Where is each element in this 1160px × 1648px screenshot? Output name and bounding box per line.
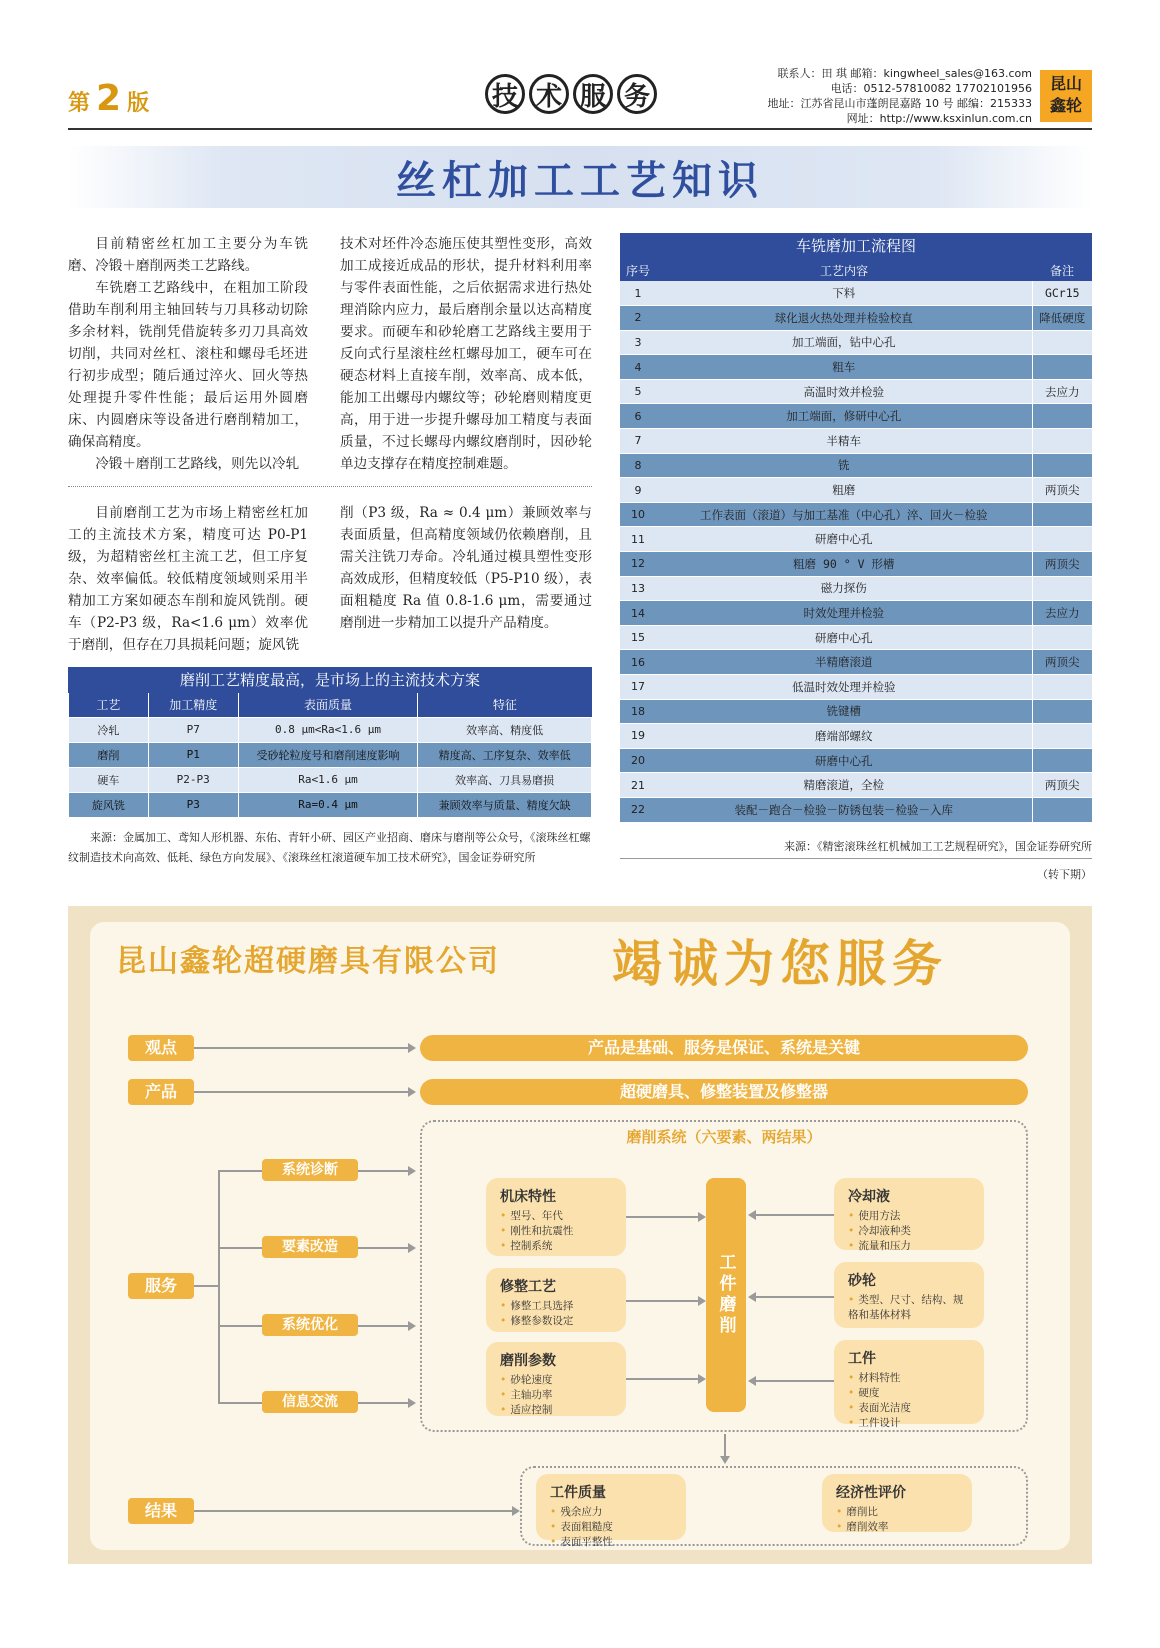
table-row [620, 773, 1092, 798]
article-column-4 [340, 502, 592, 634]
connector-line [358, 1325, 408, 1327]
table-title: 磨削工艺精度最高，是市场上的主流技术方案 [68, 667, 592, 693]
table-cell: 铣键槽 [656, 699, 1032, 724]
result-tag: 结果 [128, 1498, 194, 1524]
table-row [69, 742, 592, 767]
logo-line: 鑫轮 [1049, 96, 1082, 115]
connector-line [218, 1402, 262, 1404]
table-cell: 精度高、工序复杂、效率低 [418, 742, 592, 767]
table-cell [1032, 527, 1092, 552]
card-item: • 工件设计 [848, 1416, 970, 1431]
table-row [620, 527, 1092, 552]
table-cell: 两顶尖 [1032, 552, 1092, 577]
table-cell: 工作表面（滚道）与加工基准（中心孔）淬、回火－检验 [656, 502, 1032, 527]
connector-line [194, 1285, 218, 1287]
table-cell: 14 [620, 601, 656, 626]
table-cell: 粗磨 [656, 478, 1032, 503]
arrow-icon [408, 1166, 416, 1176]
viewpoint-bar: 产品是基础、服务是保证、系统是关键 [420, 1035, 1028, 1061]
table-cell: 两顶尖 [1032, 650, 1092, 675]
table-cell: 研磨中心孔 [656, 748, 1032, 773]
table-cell: P1 [148, 742, 238, 767]
table-cell: 降低硬度 [1032, 306, 1092, 331]
table-cell: 两顶尖 [1032, 478, 1092, 503]
table-cell [1032, 625, 1092, 650]
card-title: 工件 [848, 1351, 876, 1367]
result-card [822, 1474, 972, 1532]
logo-line: 昆山 [1049, 74, 1082, 93]
table-header: 序号 [620, 259, 656, 281]
table-cell: 半精车 [656, 429, 1032, 454]
connector-line [218, 1247, 262, 1249]
service-tag: 服务 [128, 1273, 194, 1299]
viewpoint-tag: 观点 [128, 1035, 194, 1061]
card-item: • 修整工具选择 [500, 1299, 612, 1314]
table-cell: 效率高、刀具易磨损 [418, 767, 592, 792]
header-divider [68, 128, 1092, 130]
table-cell: 半精磨滚道 [656, 650, 1032, 675]
table-cell: 5 [620, 379, 656, 404]
table-cell: 9 [620, 478, 656, 503]
connector-line [756, 1380, 834, 1382]
arrow-icon [748, 1210, 756, 1220]
factor-card [834, 1262, 984, 1328]
connector-line [194, 1510, 512, 1512]
table-row [620, 675, 1092, 700]
factor-card [486, 1268, 626, 1332]
service-item: 要素改造 [262, 1236, 358, 1258]
table-row [620, 478, 1092, 503]
company-name: 昆山鑫轮超硬磨具有限公司 [116, 944, 500, 979]
contact-info [702, 66, 1032, 126]
paragraph: 车铣磨工艺路线中，在粗加工阶段借助车削利用主轴回转与刀具移动切除多余材料，铣削凭借旋转多刃刀具高效切削，共同对丝杠、滚柱和螺母毛坯进行初步成型；随后通过淬火、回火等热处理提升零件性能；最后运用外圆磨床、内圆磨床等设备进行磨削精加工，确保高精度。 [68, 280, 308, 450]
table-cell: 粗磨 90 ° V 形槽 [656, 552, 1032, 577]
card-item: • 表面粗糙度 [550, 1520, 672, 1535]
table-row [69, 767, 592, 792]
article-column-3 [68, 502, 308, 656]
table-cell: 时效处理并检验 [656, 601, 1032, 626]
table-row [620, 576, 1092, 601]
table-cell: 精磨滚道，全检 [656, 773, 1032, 798]
table-source-note: 来源：金属加工、鸢知人形机器、东佑、青轩小研、园区产业招商、磨床与磨削等公众号，《滚珠丝杠螺纹制造技术向高效、低耗、绿色方向发展》、《滚珠丝杠滚道硬车加工技术研究》，国金证券研究所 [68, 831, 591, 864]
table-row [620, 650, 1092, 675]
brand-logo [1040, 70, 1092, 122]
contact-line: 地址：江苏省昆山市蓬朗昆嘉路 10 号 邮编：215333 [767, 97, 1032, 110]
ad-slogan: 竭诚为您服务 [612, 934, 948, 993]
table-row [620, 429, 1092, 454]
table-cell: 4 [620, 355, 656, 380]
connector-line [756, 1296, 834, 1298]
arrow-icon [408, 1398, 416, 1408]
arrow-icon [408, 1087, 416, 1097]
table-cell: P2-P3 [148, 767, 238, 792]
arrow-icon [698, 1296, 706, 1306]
arrow-icon [720, 1456, 730, 1464]
card-item: • 表面光洁度 [848, 1401, 970, 1416]
connector-line [194, 1047, 408, 1049]
table-cell: 两顶尖 [1032, 773, 1092, 798]
table-cell: 硬车 [69, 767, 149, 792]
table-cell: 磨端部螺纹 [656, 724, 1032, 749]
result-card [536, 1474, 686, 1548]
table-row [620, 379, 1092, 404]
table-cell: P7 [148, 717, 238, 742]
card-title: 磨削参数 [500, 1353, 556, 1369]
edition-suffix: 版 [127, 91, 150, 116]
connector-line [626, 1216, 698, 1218]
contact-line: 网址：http://www.ksxinlun.com.cn [846, 112, 1032, 125]
table-cell: 18 [620, 699, 656, 724]
paragraph: 目前磨削工艺为市场上精密丝杠加工的主流技术方案，精度可达 P0-P1 级，为超精密丝杠主流工艺，但工序复杂、效率偏低。较低精度领域则采用半精加工方案如硬态车削和旋风铣削。硬车（P2-P3 级，Ra<1.6 μm）效率优于磨削，但存在刀具损耗问题；旋风铣 [68, 505, 308, 653]
service-item: 系统优化 [262, 1314, 358, 1336]
edition-prefix: 第 [68, 91, 91, 116]
table-cell: 磨削 [69, 742, 149, 767]
article-title-banner [68, 146, 1092, 208]
paragraph: 削（P3 级，Ra ≈ 0.4 μm）兼顾效率与表面质量，但高精度领域仍依赖磨削，且需关注铣刀寿命。冷轧通过模具塑性变形高效成形，但精度较低（P5-P10 级），表面粗糙度 Ra 值 0.8-1.6 μm，需要通过磨削进一步精加工以提升产品精度。 [340, 505, 592, 631]
table-cell: 12 [620, 552, 656, 577]
card-title: 砂轮 [848, 1273, 876, 1289]
connector-line [626, 1378, 698, 1380]
table-header: 备注 [1032, 259, 1092, 281]
connector-line [218, 1325, 262, 1327]
table-cell: GCr15 [1032, 281, 1092, 306]
table-header: 加工精度 [148, 693, 238, 717]
table-header: 工艺 [69, 693, 149, 717]
arrow-icon [698, 1212, 706, 1222]
table-cell: 球化退火热处理并检验校直 [656, 306, 1032, 331]
card-item: • 砂轮速度 [500, 1373, 612, 1388]
table-cell: 21 [620, 773, 656, 798]
table-row [69, 792, 592, 817]
table-cell [1032, 429, 1092, 454]
factor-card [486, 1342, 626, 1416]
service-item: 系统诊断 [262, 1159, 358, 1181]
table-row [620, 724, 1092, 749]
factor-card [834, 1178, 984, 1250]
connector-line [756, 1214, 834, 1216]
table-cell: 0.8 μm<Ra<1.6 μm [238, 717, 418, 742]
paragraph: 目前精密丝杠加工主要分为车铣磨、冷锻＋磨削两类工艺路线。 [68, 236, 308, 274]
card-item: • 残余应力 [550, 1505, 672, 1520]
card-title: 冷却液 [848, 1189, 890, 1205]
card-item: • 型号、年代 [500, 1209, 612, 1224]
table-cell: 低温时效处理并检验 [656, 675, 1032, 700]
table-cell: 20 [620, 748, 656, 773]
table-cell: 高温时效并检验 [656, 379, 1032, 404]
table-cell [1032, 675, 1092, 700]
table-cell: 兼顾效率与质量、精度欠缺 [418, 792, 592, 817]
arrow-icon [512, 1506, 520, 1516]
table-cell: 铣 [656, 453, 1032, 478]
connector-line [358, 1170, 408, 1172]
table-cell: 受砂轮粒度号和磨削速度影响 [238, 742, 418, 767]
table-header: 特征 [418, 693, 592, 717]
contact-line: 电话：0512-57810082 17702101956 [830, 82, 1032, 95]
table-row [620, 699, 1092, 724]
section-divider [68, 486, 592, 487]
table-cell: Ra=0.4 μm [238, 792, 418, 817]
arrow-icon [748, 1292, 756, 1302]
card-item: • 适应控制 [500, 1403, 612, 1418]
table-header: 工艺内容 [656, 259, 1032, 281]
table-cell [1032, 724, 1092, 749]
table-cell [1032, 330, 1092, 355]
table-cell: 10 [620, 502, 656, 527]
table-row [620, 502, 1092, 527]
table-row [620, 355, 1092, 380]
table-row [620, 797, 1092, 822]
table-cell: 6 [620, 404, 656, 429]
connector-line [626, 1300, 698, 1302]
card-item: • 磨削效率 [836, 1520, 958, 1535]
table-row [620, 601, 1092, 626]
table-row [620, 625, 1092, 650]
table-cell [1032, 404, 1092, 429]
table-cell [1032, 355, 1092, 380]
section-char: 术 [529, 74, 569, 114]
table-cell: 效率高、精度低 [418, 717, 592, 742]
factor-card [834, 1340, 984, 1429]
table-cell: 去应力 [1032, 601, 1092, 626]
card-item: • 控制系统 [500, 1239, 612, 1254]
connector-line [724, 1434, 726, 1456]
table-cell [1032, 748, 1092, 773]
product-bar: 超硬磨具、修整装置及修整器 [420, 1079, 1028, 1105]
arrow-icon [748, 1376, 756, 1386]
paragraph: 冷锻＋磨削工艺路线，则先以冷轧 [95, 456, 300, 472]
table-cell: 1 [620, 281, 656, 306]
table-cell: 19 [620, 724, 656, 749]
table-cell: 7 [620, 429, 656, 454]
edition-label [68, 78, 149, 119]
table-cell: 下料 [656, 281, 1032, 306]
table-row [620, 748, 1092, 773]
connector-line [358, 1402, 408, 1404]
system-title: 磨削系统（六要素、两结果） [626, 1128, 822, 1146]
card-item: • 使用方法 [848, 1209, 970, 1224]
process-flow-table [620, 233, 1092, 823]
table-cell: 11 [620, 527, 656, 552]
table-cell: 加工端面，修研中心孔 [656, 404, 1032, 429]
table-cell: 16 [620, 650, 656, 675]
card-item: • 修整参数设定 [500, 1314, 612, 1329]
section-title [485, 74, 657, 114]
table-row [620, 281, 1092, 306]
card-item: • 冷却液种类 [848, 1224, 970, 1239]
table-cell: Ra<1.6 μm [238, 767, 418, 792]
table-cell [1032, 699, 1092, 724]
table-cell [1032, 502, 1092, 527]
table-row [620, 552, 1092, 577]
card-item: • 类型、尺寸、结构、规格和基体材料 [848, 1293, 970, 1323]
table-cell: 8 [620, 453, 656, 478]
card-item: • 刚性和抗震性 [500, 1224, 612, 1239]
table-cell: 3 [620, 330, 656, 355]
product-tag: 产品 [128, 1079, 194, 1105]
table-cell: 研磨中心孔 [656, 527, 1032, 552]
table-cell: 2 [620, 306, 656, 331]
article-column-1 [68, 233, 308, 475]
table-cell: 22 [620, 797, 656, 822]
table-cell: 旋风铣 [69, 792, 149, 817]
arrow-icon [408, 1321, 416, 1331]
factor-card [486, 1178, 626, 1256]
table-cell: 装配－跑合－检验－防锈包装－检验－入库 [656, 797, 1032, 822]
table-cell: 冷轧 [69, 717, 149, 742]
table-row [620, 453, 1092, 478]
card-title: 经济性评价 [836, 1485, 906, 1501]
card-item: • 材料特性 [848, 1371, 970, 1386]
section-char: 技 [485, 74, 525, 114]
contact-line: 联系人：田 琪 邮箱：kingwheel_sales@163.com [777, 67, 1032, 80]
article-title: 丝杠加工工艺知识 [396, 156, 764, 204]
connector-line [218, 1170, 262, 1172]
connector-line [358, 1247, 408, 1249]
section-char: 务 [617, 74, 657, 114]
continued-note: （转下期） [1037, 868, 1092, 881]
table-row [620, 330, 1092, 355]
connector-line [194, 1091, 408, 1093]
card-item: • 硬度 [848, 1386, 970, 1401]
table-title: 车铣磨加工流程图 [620, 233, 1092, 259]
card-item: • 流量和压力 [848, 1239, 970, 1254]
table-cell: 磁力探伤 [656, 576, 1032, 601]
card-item: • 表面平整性 [550, 1535, 672, 1550]
table-row [69, 717, 592, 742]
table-cell: 15 [620, 625, 656, 650]
article-column-2 [340, 233, 592, 475]
table-cell [1032, 576, 1092, 601]
table-cell: 去应力 [1032, 379, 1092, 404]
connector-line [218, 1170, 220, 1404]
edition-number: 2 [96, 78, 122, 119]
table-cell: 粗车 [656, 355, 1032, 380]
table-cell: 17 [620, 675, 656, 700]
card-title: 机床特性 [500, 1189, 556, 1205]
arrow-icon [698, 1374, 706, 1384]
arrow-icon [408, 1243, 416, 1253]
card-item: • 主轴功率 [500, 1388, 612, 1403]
table-source-note: 来源：《精密滚珠丝杠机械加工工艺规程研究》，国金证券研究所 [784, 840, 1092, 853]
section-char: 服 [573, 74, 613, 114]
center-workpiece-grinding: 工件磨削 [706, 1178, 746, 1412]
table-cell: 13 [620, 576, 656, 601]
table-row [620, 404, 1092, 429]
arrow-icon [408, 1043, 416, 1053]
table-cell [1032, 453, 1092, 478]
card-item: • 磨削比 [836, 1505, 958, 1520]
paragraph: 技术对坯件冷态施压使其塑性变形，高效加工成接近成品的形状，提升材料利用率与零件表面性能，之后依据需求进行热处理消除内应力，最后磨削余量以达高精度要求。而硬车和砂轮磨工艺路线主要用于反向式行星滚柱丝杠螺母加工，硬车可在硬态材料上直接车削，效率高、成本低，能加工出螺母内螺纹等；砂轮磨则精度更高，用于进一步提升螺母加工精度与表面质量，不过长螺母内螺纹磨削时，因砂轮单边支撑存在精度控制难题。 [340, 236, 592, 472]
precision-table [68, 667, 592, 818]
card-title: 修整工艺 [500, 1279, 556, 1295]
divider [620, 858, 1092, 859]
table-cell: 加工端面，钻中心孔 [656, 330, 1032, 355]
table-cell [1032, 797, 1092, 822]
service-item: 信息交流 [262, 1391, 358, 1413]
table-cell: P3 [148, 792, 238, 817]
table-row [620, 306, 1092, 331]
table-header: 表面质量 [238, 693, 418, 717]
card-title: 工件质量 [550, 1485, 606, 1501]
table-cell: 研磨中心孔 [656, 625, 1032, 650]
